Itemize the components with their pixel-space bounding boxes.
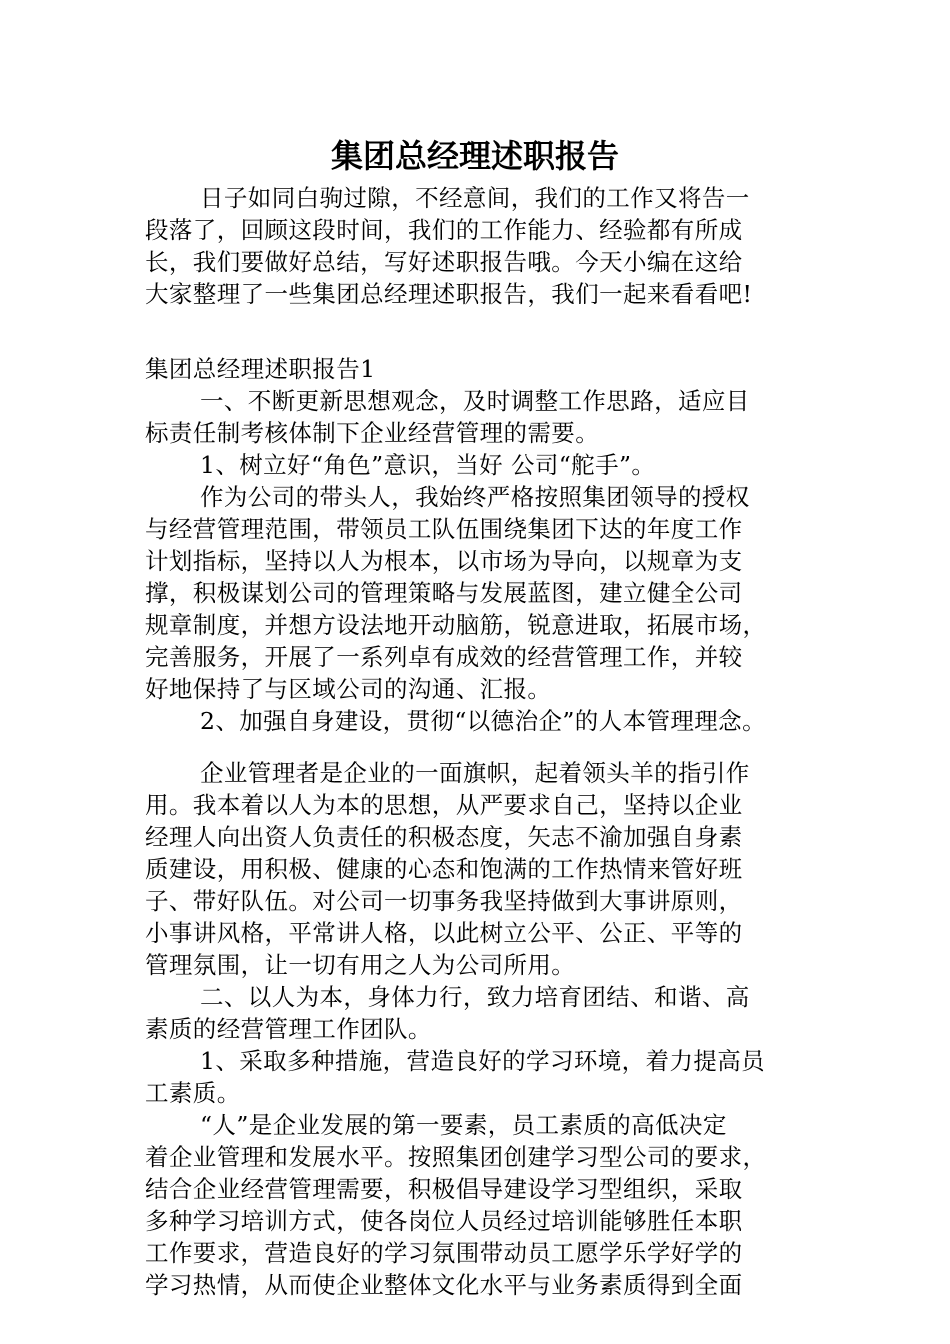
paragraph-line: 长，我们要做好总结，写好述职报告哦。今天小编在这给 bbox=[145, 248, 743, 276]
paragraph-line: 日子如同白驹过隙，不经意间，我们的工作又将告一 bbox=[200, 184, 750, 212]
paragraph-line: 作为公司的带头人，我始终严格按照集团领导的授权 bbox=[200, 483, 750, 511]
paragraph-line: 用。我本着以人为本的思想，从严要求自己，坚持以企业 bbox=[145, 791, 743, 819]
paragraph-line: 工作要求，营造良好的学习氛围带动员工愿学乐学好学的 bbox=[145, 1239, 743, 1267]
paragraph-line: 结合企业经营管理需要，积极倡导建设学习型组织，采取 bbox=[145, 1175, 743, 1203]
paragraph-line: 段落了，回顾这段时间，我们的工作能力、经验都有所成 bbox=[145, 216, 743, 244]
paragraph-line: 企业管理者是企业的一面旗帜，起着领头羊的指引作 bbox=[200, 759, 750, 787]
section-heading: 集团总经理述职报告1 bbox=[145, 355, 376, 383]
paragraph-line: 一、不断更新思想观念，及时调整工作思路，适应目 bbox=[200, 387, 750, 415]
paragraph-line: 着企业管理和发展水平。按照集团创建学习型公司的要求， bbox=[145, 1143, 767, 1171]
paragraph-line: 好地保持了与区域公司的沟通、汇报。 bbox=[145, 675, 552, 703]
paragraph-line: 1、采取多种措施，营造良好的学习环境，着力提高员 bbox=[200, 1047, 766, 1075]
paragraph-line: 撑，积极谋划公司的管理策略与发展蓝图，建立健全公司 bbox=[145, 579, 743, 607]
paragraph-line: 规章制度，并想方设法地开动脑筋，锐意进取，拓展市场， bbox=[145, 611, 767, 639]
paragraph-line: “人”是企业发展的第一要素，员工素质的高低决定 bbox=[200, 1111, 727, 1139]
paragraph-line: 质建设，用积极、健康的心态和饱满的工作热情来管好班 bbox=[145, 855, 743, 883]
document-title: 集团总经理述职报告 bbox=[330, 137, 619, 175]
paragraph-line: 工素质。 bbox=[145, 1079, 241, 1107]
paragraph-line: 二、以人为本，身体力行，致力培育团结、和谐、高 bbox=[200, 983, 750, 1011]
paragraph-line: 标责任制考核体制下企业经营管理的需要。 bbox=[145, 419, 600, 447]
paragraph-line: 2、加强自身建设，贯彻“以德治企”的人本管理理念。 bbox=[200, 707, 766, 735]
paragraph-line: 大家整理了一些集团总经理述职报告，我们一起来看看吧! bbox=[145, 280, 753, 308]
paragraph-line: 小事讲风格，平常讲人格，以此树立公平、公正、平等的 bbox=[145, 919, 743, 947]
paragraph-line: 素质的经营管理工作团队。 bbox=[145, 1015, 432, 1043]
paragraph-line: 与经营管理范围，带领员工队伍围绕集团下达的年度工作 bbox=[145, 515, 743, 543]
paragraph-line: 1、树立好“角色”意识，当好 公司“舵手”。 bbox=[200, 451, 656, 479]
paragraph-line: 多种学习培训方式，使各岗位人员经过培训能够胜任本职 bbox=[145, 1207, 743, 1235]
paragraph-line: 子、带好队伍。对公司一切事务我坚持做到大事讲原则， bbox=[145, 887, 743, 915]
paragraph-line: 计划指标，坚持以人为根本，以市场为导向，以规章为支 bbox=[145, 547, 743, 575]
paragraph-line: 学习热情，从而使企业整体文化水平与业务素质得到全面 bbox=[145, 1271, 743, 1299]
paragraph-line: 经理人向出资人负责任的积极态度，矢志不渝加强自身素 bbox=[145, 823, 743, 851]
paragraph-line: 管理氛围，让一切有用之人为公司所用。 bbox=[145, 951, 576, 979]
paragraph-line: 完善服务，开展了一系列卓有成效的经营管理工作，并较 bbox=[145, 643, 743, 671]
